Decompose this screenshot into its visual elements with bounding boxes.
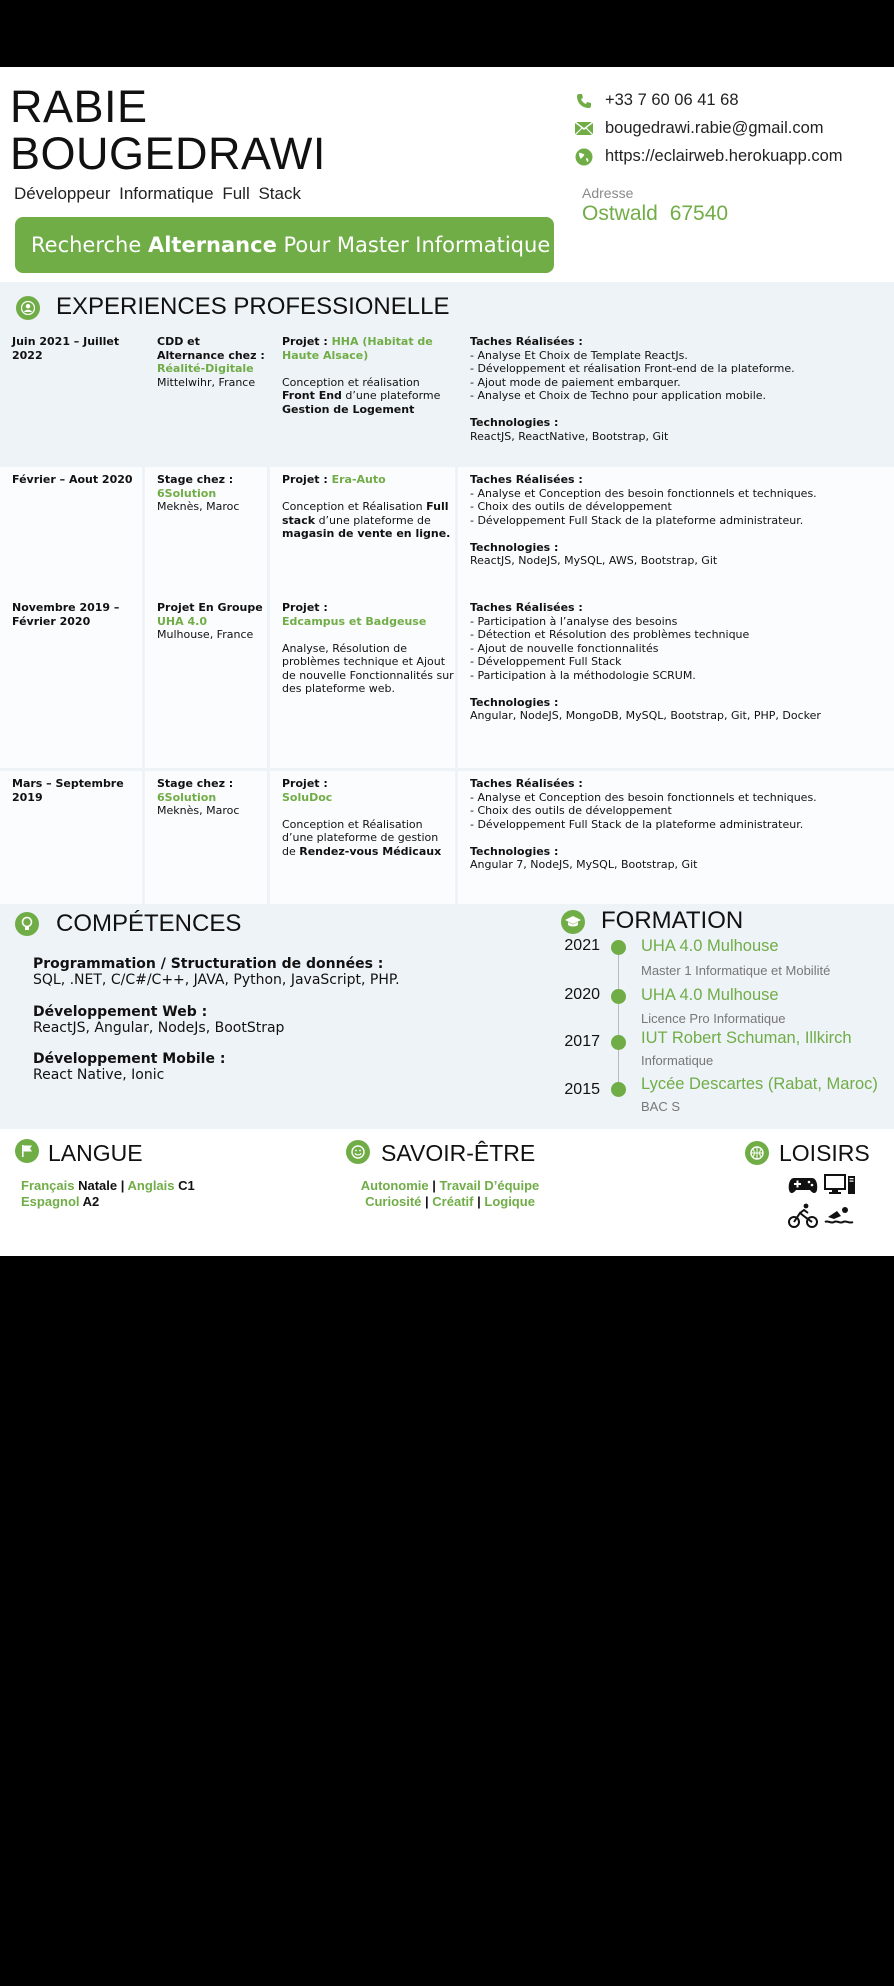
tech-list: Angular, NodeJS, MongoDB, MySQL, Bootstrap, Git, PHP, Docker	[470, 709, 821, 722]
soft-skill: Curiosité	[365, 1194, 422, 1209]
banner-text-pre: Recherche	[31, 233, 148, 257]
soft-skill: Autonomie	[360, 1178, 429, 1193]
desc-part: Conception et réalisation	[282, 375, 420, 389]
job-title: Développeur Informatique Full Stack	[14, 184, 301, 203]
education-year: 2017	[564, 1033, 600, 1050]
desc-part: Conception et Réalisation d’une plateforme de gestion de	[282, 817, 439, 858]
task-item: - Développement Full Stack	[470, 655, 622, 668]
timeline-dot	[611, 989, 626, 1004]
banner-text-post: Pour Master Informatique	[276, 233, 551, 257]
cv-page	[0, 67, 894, 1256]
task-item: - Analyse Et Choix de Template ReactJs.	[470, 348, 688, 362]
desc-bold: Gestion de Logement	[282, 402, 415, 416]
education-degree: Master 1 Informatique et Mobilité	[641, 963, 831, 978]
language-line	[21, 1194, 195, 1210]
skill-text: ReactJS, Angular, NodeJs, BootStrap	[33, 1020, 285, 1036]
project-description	[282, 818, 455, 859]
language-title: LANGUE	[48, 1140, 143, 1166]
banner-text-bold: Alternance	[147, 233, 277, 257]
experience-company: UHA 4.0	[157, 614, 207, 628]
task-item: - Développement et réalisation Front-end de la plateforme.	[470, 362, 795, 375]
experience-project	[270, 329, 455, 462]
project-name: Era-Auto	[331, 473, 386, 486]
search-banner	[15, 217, 554, 273]
basketball-icon	[745, 1141, 769, 1165]
experience-place: Meknès, Maroc	[157, 804, 240, 817]
timeline-dot	[611, 940, 626, 955]
soft-skills-list	[300, 1178, 600, 1210]
project-name: SoluDoc	[282, 790, 333, 804]
skill-group	[33, 1051, 225, 1083]
graduation-cap-icon	[561, 910, 585, 934]
experience-title: EXPERIENCES PROFESSIONELLE	[56, 293, 450, 320]
tech-list: ReactJS, NodeJS, MySQL, AWS, Bootstrap, Git	[470, 554, 718, 567]
project-heading	[282, 335, 455, 362]
skill-text: React Native, Ionic	[33, 1067, 165, 1083]
education-year: 2020	[564, 986, 600, 1003]
person-icon	[16, 296, 40, 320]
experience-date: Mars – Septembre 2019	[0, 771, 142, 904]
skill-group	[33, 956, 400, 988]
project-name: HHA (Habitat de Haute Alsace)	[282, 335, 433, 362]
desc-part: Conception et Réalisation	[282, 500, 427, 513]
experience-row	[0, 771, 894, 904]
contact-website[interactable]	[575, 147, 843, 166]
email-address: bougedrawi.rabie@gmail.com	[605, 119, 824, 137]
experience-date: Novembre 2019 – Février 2020	[0, 595, 142, 768]
experience-employer	[145, 771, 267, 904]
experience-date: Février – Aout 2020	[0, 467, 142, 597]
task-item: - Développement Full Stack de la plateforme administrateur.	[470, 513, 804, 527]
tasks-label: Taches Réalisées :	[470, 601, 583, 614]
cycling-icon	[788, 1203, 818, 1229]
experience-company: 6Solution	[157, 790, 217, 804]
language-level: C1	[178, 1178, 195, 1193]
language-name: Anglais	[127, 1178, 175, 1193]
contact-email[interactable]	[575, 119, 824, 138]
task-item: - Choix des outils de développement	[470, 500, 672, 513]
skill-heading: Programmation / Structuration de données :	[33, 956, 384, 972]
skill-heading: Développement Mobile :	[33, 1051, 226, 1067]
timeline-line	[618, 945, 619, 1090]
task-item: - Participation à l’analyse des besoins	[470, 614, 678, 628]
project-label: Projet :	[282, 473, 332, 486]
timeline-dot	[611, 1082, 626, 1097]
education-degree: Informatique	[641, 1053, 714, 1068]
project-description: Analyse, Résolution de problèmes technique et Ajout de nouvelle Fonctionnalités sur des plateforme web.	[282, 641, 454, 695]
experience-employer	[145, 595, 267, 768]
skill-group	[33, 1004, 284, 1036]
smiley-icon	[346, 1140, 370, 1164]
experience-company: Réalité-Digitale	[157, 362, 254, 375]
education-school: Lycée Descartes (Rabat, Maroc)	[641, 1075, 878, 1093]
education-year: 2021	[564, 937, 600, 954]
experience-place: Mulhouse, France	[157, 628, 254, 641]
education-title: FORMATION	[601, 907, 744, 934]
soft-skills-line	[300, 1178, 600, 1194]
experience-tasks	[458, 595, 894, 768]
desc-bold: magasin de vente en ligne.	[282, 527, 451, 540]
flag-icon	[15, 1139, 39, 1163]
task-item: - Participation à la méthodologie SCRUM.	[470, 668, 696, 682]
envelope-icon	[575, 120, 593, 138]
desc-bold: Full stack	[282, 500, 449, 527]
task-item: - Analyse et Conception des besoin fonctionnels et techniques.	[470, 486, 817, 500]
separator: |	[432, 1178, 436, 1193]
hobbies-title: LOISIRS	[779, 1140, 870, 1166]
experience-row	[0, 467, 894, 597]
last-name: BOUGEDRAWI	[10, 128, 326, 179]
timeline-dot	[611, 1035, 626, 1050]
phone-icon	[575, 92, 593, 110]
experience-employer	[145, 329, 267, 462]
tech-label: Technologies :	[470, 416, 559, 429]
tasks-label: Taches Réalisées :	[470, 777, 583, 790]
task-item: - Détection et Résolution des problèmes technique	[470, 628, 750, 641]
separator: |	[477, 1194, 481, 1209]
experience-tasks	[458, 467, 894, 597]
desc-part: d’une plateforme de	[315, 513, 431, 527]
lightbulb-icon	[15, 912, 39, 936]
experience-tasks	[458, 329, 894, 462]
first-name: RABIE	[10, 81, 148, 132]
project-label: Projet :	[282, 601, 328, 614]
desc-bold: Front End	[282, 389, 342, 402]
address-label: Adresse	[582, 185, 634, 201]
project-label: Projet :	[282, 335, 332, 348]
education-school: UHA 4.0 Mulhouse	[641, 937, 779, 955]
desc-bold: Rendez-vous Médicaux	[299, 844, 442, 858]
experience-role: Projet En Groupe	[157, 601, 263, 614]
contact-phone[interactable]	[575, 91, 739, 110]
education-degree: BAC S	[641, 1099, 681, 1114]
phone-number: +33 7 60 06 41 68	[605, 91, 739, 109]
tech-list: ReactJS, ReactNative, Bootstrap, Git	[470, 429, 669, 443]
website-url: https://eclairweb.herokuapp.com	[605, 147, 843, 165]
task-item: - Ajout de nouvelle fonctionnalités	[470, 641, 659, 655]
soft-skill: Travail D’équipe	[439, 1178, 540, 1193]
swimming-icon	[824, 1205, 854, 1227]
language-level: Natale	[78, 1178, 118, 1193]
task-item: - Analyse et Choix de Techno pour application mobile.	[470, 389, 767, 402]
experience-place: Meknès, Maroc	[157, 500, 240, 513]
task-item: - Ajout mode de paiement embarquer.	[470, 375, 681, 389]
experience-date: Juin 2021 – Juillet 2022	[0, 329, 142, 462]
experience-employer	[145, 467, 267, 597]
language-name: Espagnol	[21, 1194, 80, 1209]
separator: |	[120, 1178, 125, 1193]
experience-role: CDD et Alternance chez :	[157, 335, 265, 362]
tech-list: Angular 7, NodeJS, MySQL, Bootstrap, Git	[470, 858, 698, 871]
desc-part: d’une plateforme	[341, 389, 441, 402]
education-degree: Licence Pro Informatique	[641, 1011, 786, 1026]
skills-title: COMPÉTENCES	[56, 910, 242, 937]
task-item: - Choix des outils de développement	[470, 804, 672, 817]
experience-row	[0, 595, 894, 768]
language-level: A2	[82, 1194, 100, 1209]
experience-project	[270, 467, 455, 597]
experience-project	[270, 771, 455, 904]
tech-label: Technologies :	[470, 844, 559, 858]
address-value: Ostwald 67540	[582, 202, 729, 225]
soft-skill: Logique	[484, 1194, 535, 1209]
tasks-label: Taches Réalisées :	[470, 473, 583, 486]
education-year: 2015	[564, 1081, 600, 1098]
experience-company: 6Solution	[157, 486, 217, 500]
computer-icon	[824, 1174, 856, 1196]
soft-skill: Créatif	[432, 1194, 474, 1209]
education-school: UHA 4.0 Mulhouse	[641, 986, 779, 1004]
tasks-label: Taches Réalisées :	[470, 335, 583, 348]
skill-heading: Développement Web :	[33, 1004, 208, 1020]
tech-label: Technologies :	[470, 540, 559, 554]
task-item: - Analyse et Conception des besoin fonctionnels et techniques.	[470, 790, 817, 804]
experience-role: Stage chez :	[157, 777, 234, 790]
name-block	[10, 83, 326, 177]
project-description	[282, 376, 455, 417]
experience-row	[0, 329, 894, 462]
soft-skills-title: SAVOIR-ÊTRE	[381, 1140, 536, 1166]
task-item: - Développement Full Stack de la plateforme administrateur.	[470, 817, 804, 831]
separator: |	[425, 1194, 429, 1209]
language-line	[21, 1178, 195, 1194]
experience-project	[270, 595, 455, 768]
tech-label: Technologies :	[470, 695, 559, 709]
experience-place: Mittelwihr, France	[157, 375, 256, 389]
language-name: Français	[21, 1178, 75, 1193]
language-list	[21, 1178, 195, 1210]
experience-tasks	[458, 771, 894, 904]
project-label: Projet :	[282, 777, 328, 790]
project-heading	[282, 473, 455, 487]
skill-text: SQL, .NET, C/C#/C++, JAVA, Python, JavaScript, PHP.	[33, 972, 400, 988]
globe-icon	[575, 148, 593, 166]
gamepad-icon	[788, 1175, 818, 1195]
soft-skills-line	[300, 1194, 600, 1210]
project-name: Edcampus et Badgeuse	[282, 614, 427, 628]
experience-role: Stage chez :	[157, 473, 234, 486]
project-description	[282, 500, 455, 541]
education-school: IUT Robert Schuman, Illkirch	[641, 1029, 852, 1047]
